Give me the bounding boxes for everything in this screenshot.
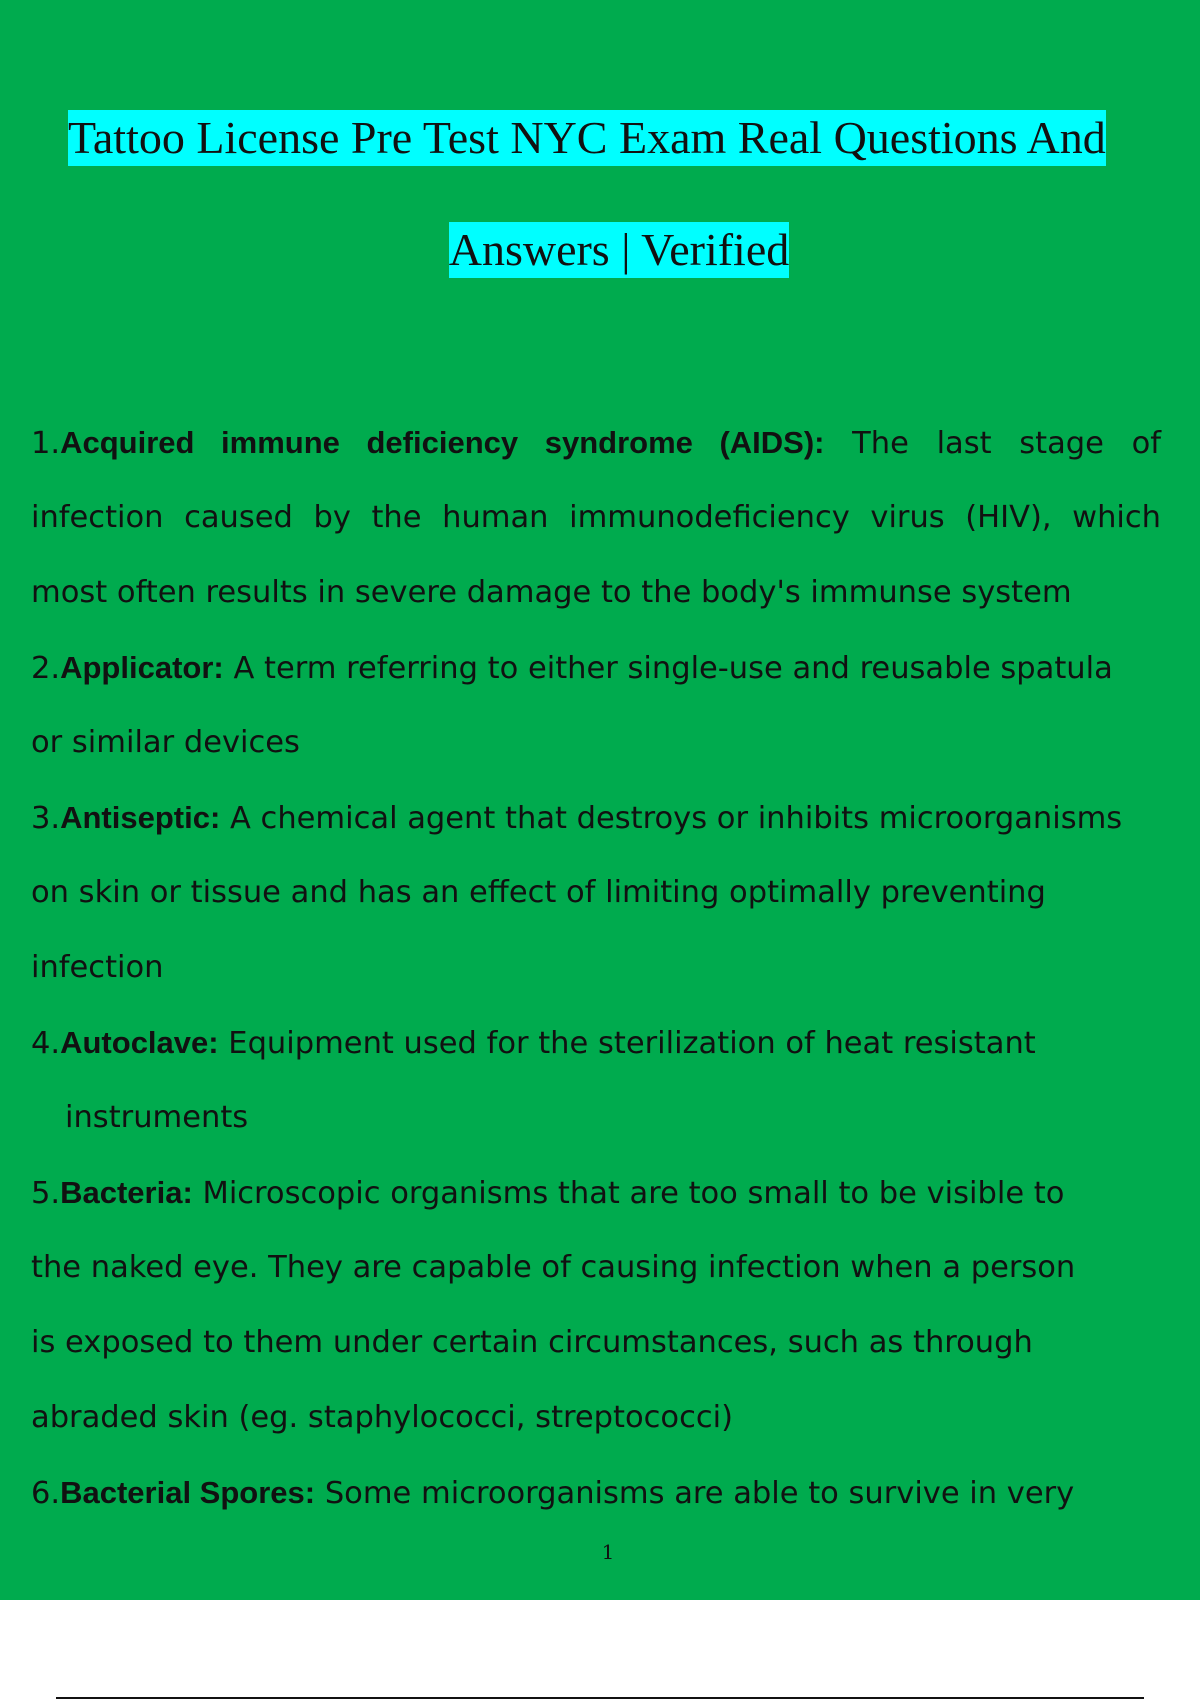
item-term: Autoclave: [60,1025,219,1060]
item-text: A term referring to either single-use and reusable spatula [233,651,1113,686]
title-highlight-2: Answers | Verified [449,222,790,278]
item-1-line-3: most often results in severe damage to the body's immunse system [31,575,1072,610]
item-3-line-1 [31,780,1181,855]
item-5-line-1 [31,1155,1181,1230]
item-text: Equipment used for the sterilization of heat resistant [228,1026,1036,1061]
list-item [31,1005,1181,1155]
list-item [31,630,1181,780]
list-item [31,780,1181,1005]
item-3-line-2: on skin or tissue and has an effect of limiting optimally preventing [31,875,1046,910]
item-text: The last stage of [852,426,1161,461]
list-item [31,1155,1181,1455]
title-highlight-1: Tattoo License Pre Test NYC Exam Real Questions And [68,110,1106,166]
item-number: 4. [31,1026,61,1061]
item-term: Antiseptic: [60,800,221,835]
item-term: Acquired immune deficiency syndrome (AIDS): [60,425,825,460]
item-6-line-1 [31,1455,1181,1530]
item-number: 1. [31,426,61,461]
footer-divider [56,1697,1144,1699]
title-line-1 [68,110,1168,166]
item-text: Microscopic organisms that are too small to be visible to [202,1176,1065,1211]
item-4-line-1 [31,1005,1181,1080]
item-term: Bacterial Spores: [60,1475,316,1510]
item-term: Bacteria: [60,1175,193,1210]
list-item [31,405,1181,630]
list-item [31,1455,1181,1530]
item-1-line-2: infection caused by the human immunodeficiency virus (HIV), which [31,500,1161,535]
item-5-line-4: abraded skin (eg. staphylococci, streptococci) [31,1400,733,1435]
item-number: 6. [31,1476,61,1511]
item-4-line-2: instruments [65,1100,249,1135]
item-number: 3. [31,801,61,836]
item-2-line-1 [31,630,1181,705]
title-line-2 [0,222,1200,278]
item-number: 5. [31,1176,61,1211]
item-number: 2. [31,651,61,686]
definitions-list [31,405,1181,1530]
item-text: Some microorganisms are able to survive in very [324,1476,1075,1511]
item-1-line-1 [31,405,1161,480]
item-5-line-2: the naked eye. They are capable of causing infection when a person [31,1250,1076,1285]
item-2-line-2: or similar devices [31,725,300,760]
item-text: A chemical agent that destroys or inhibits microorganisms [230,801,1123,836]
item-3-line-3: infection [31,950,164,985]
item-5-line-3: is exposed to them under certain circumstances, such as through [31,1325,1033,1360]
item-term: Applicator: [60,650,224,685]
page-number: 1 [601,1540,615,1564]
